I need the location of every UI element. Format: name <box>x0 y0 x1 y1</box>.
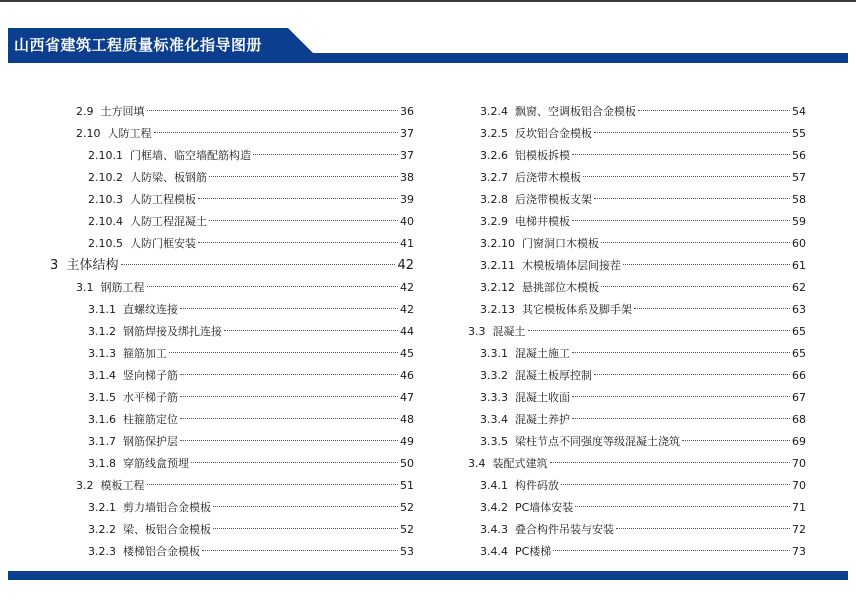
toc-leader-dots <box>575 506 790 507</box>
toc-entry[interactable] <box>460 365 806 387</box>
toc-entry-number: 3.2.6 <box>480 149 515 162</box>
toc-entry[interactable] <box>460 343 806 365</box>
toc-entry-number: 3.3.2 <box>480 369 515 382</box>
top-rule <box>0 0 856 2</box>
toc-entry-title: 后浇带木模板 <box>514 171 581 184</box>
toc-leader-dots <box>180 308 398 309</box>
toc-entry-title: 反坎铝合金模板 <box>514 127 592 140</box>
toc-entry[interactable] <box>40 541 414 563</box>
toc-entry[interactable] <box>460 189 806 211</box>
toc-entry-number: 3.3.1 <box>480 347 515 360</box>
toc-entry-page: 47 <box>400 391 414 404</box>
toc-entry-title: 钢筋焊接及绑扎连接 <box>122 325 222 338</box>
toc-entry-number: 3 <box>50 258 67 273</box>
toc-leader-dots <box>572 418 790 419</box>
toc-leader-dots <box>623 264 790 265</box>
toc-leader-dots <box>572 220 790 221</box>
toc-entry-page: 59 <box>792 215 806 228</box>
toc-entry-page: 55 <box>792 127 806 140</box>
toc-entry-title: 悬挑部位木模板 <box>521 281 599 294</box>
toc-entry-number: 3.2 <box>76 479 101 492</box>
toc-leader-dots <box>202 550 398 551</box>
toc-leader-dots <box>169 352 398 353</box>
toc-entry-page: 49 <box>400 435 414 448</box>
toc-leader-dots <box>147 110 399 111</box>
toc-entry-number: 2.9 <box>76 105 101 118</box>
toc-entry-page: 50 <box>400 457 414 470</box>
toc-entry[interactable] <box>40 475 414 497</box>
toc-entry-page: 42 <box>400 281 414 294</box>
toc-entry-number: 3.3.3 <box>480 391 515 404</box>
toc-entry-page: 70 <box>792 457 806 470</box>
toc-entry-page: 67 <box>792 391 806 404</box>
toc-leader-dots <box>209 220 398 221</box>
toc-entry-number: 3.1.4 <box>88 369 123 382</box>
toc-entry[interactable] <box>40 233 414 255</box>
toc-entry-page: 68 <box>792 413 806 426</box>
toc-leader-dots <box>634 308 790 309</box>
toc-entry[interactable] <box>40 365 414 387</box>
toc-entry-page: 52 <box>400 523 414 536</box>
toc-entry-title: 构件码放 <box>514 479 559 492</box>
toc-leader-dots <box>209 176 398 177</box>
toc-entry-page: 51 <box>400 479 414 492</box>
toc-entry-number: 2.10.4 <box>88 215 130 228</box>
toc-entry[interactable] <box>40 431 414 453</box>
toc-entry[interactable] <box>40 343 414 365</box>
toc-entry-title: 铝模板拆模 <box>514 149 570 162</box>
toc-leader-dots <box>572 154 790 155</box>
toc-entry-title: 穿筋线盒预埋 <box>122 457 189 470</box>
toc-entry-number: 3.1 <box>76 281 101 294</box>
toc-entry-number: 2.10.5 <box>88 237 130 250</box>
toc-leader-dots <box>224 330 398 331</box>
toc-entry[interactable] <box>460 409 806 431</box>
toc-leader-dots <box>583 176 790 177</box>
toc-entry-title: 混凝土板厚控制 <box>514 369 592 382</box>
toc-entry-title: 其它模板体系及脚手架 <box>521 303 632 316</box>
toc-entry-title: 门窗洞口木模板 <box>521 237 599 250</box>
toc-entry-page: 48 <box>400 413 414 426</box>
toc-entry-page: 73 <box>792 545 806 558</box>
toc-entry-page: 42 <box>397 258 414 273</box>
toc-entry-number: 3.4.1 <box>480 479 515 492</box>
toc-entry-page: 65 <box>792 325 806 338</box>
toc-entry-number: 3.2.3 <box>88 545 123 558</box>
toc-entry-number: 3.1.7 <box>88 435 123 448</box>
toc-entry-page: 44 <box>400 325 414 338</box>
toc-entry-page: 60 <box>792 237 806 250</box>
toc-entry-page: 46 <box>400 369 414 382</box>
toc-entry-number: 3.2.2 <box>88 523 123 536</box>
toc-entry-number: 3.1.8 <box>88 457 123 470</box>
toc-leader-dots <box>553 550 790 551</box>
toc-entry-page: 69 <box>792 435 806 448</box>
toc-entry[interactable] <box>460 123 806 145</box>
toc-entry[interactable] <box>40 123 414 145</box>
toc-leader-dots <box>638 110 790 111</box>
toc-entry-title: 直螺纹连接 <box>122 303 178 316</box>
toc-leader-dots <box>180 418 398 419</box>
toc-entry-page: 70 <box>792 479 806 492</box>
toc-leader-dots <box>594 198 790 199</box>
toc-entry[interactable] <box>40 211 414 233</box>
toc-leader-dots <box>154 132 399 133</box>
toc-entry[interactable] <box>460 277 806 299</box>
toc-entry-page: 62 <box>792 281 806 294</box>
toc-entry[interactable] <box>40 453 414 475</box>
toc-entry-title: 竖向梯子筋 <box>122 369 178 382</box>
toc-entry[interactable] <box>460 255 806 277</box>
toc-leader-dots <box>191 462 398 463</box>
toc-leader-dots <box>198 198 398 199</box>
toc-leader-dots <box>601 242 790 243</box>
toc-leader-dots <box>572 352 790 353</box>
toc-entry-number: 3.2.7 <box>480 171 515 184</box>
toc-leader-dots <box>180 374 398 375</box>
toc-entry-number: 2.10.3 <box>88 193 130 206</box>
toc-entry-number: 3.1.2 <box>88 325 123 338</box>
toc-entry-page: 58 <box>792 193 806 206</box>
toc-entry-number: 3.1.1 <box>88 303 123 316</box>
toc-entry-number: 3.2.13 <box>480 303 522 316</box>
toc-entry-page: 40 <box>400 215 414 228</box>
toc-entry[interactable] <box>460 167 806 189</box>
toc-leader-dots <box>198 242 398 243</box>
toc-leader-dots <box>682 440 790 441</box>
toc-entry-page: 65 <box>792 347 806 360</box>
toc-entry[interactable] <box>40 145 414 167</box>
toc-entry[interactable] <box>40 299 414 321</box>
toc-entry[interactable] <box>460 431 806 453</box>
toc-entry-title: 模板工程 <box>100 479 145 492</box>
toc-column-right <box>460 101 806 563</box>
toc-entry[interactable] <box>460 541 806 563</box>
toc-entry-number: 3.2.12 <box>480 281 522 294</box>
toc-entry-title: 水平梯子筋 <box>122 391 178 404</box>
toc-entry[interactable] <box>40 255 414 277</box>
toc-entry[interactable] <box>460 453 806 475</box>
toc-leader-dots <box>180 440 398 441</box>
toc-entry-number: 3.2.9 <box>480 215 515 228</box>
toc-entry-page: 63 <box>792 303 806 316</box>
toc-entry[interactable] <box>460 497 806 519</box>
toc-entry-number: 3.2.4 <box>480 105 515 118</box>
toc-entry-title: 剪力墙铝合金模板 <box>122 501 211 514</box>
toc-entry-title: 箍筋加工 <box>122 347 167 360</box>
toc-entry[interactable] <box>460 101 806 123</box>
toc-leader-dots <box>180 396 398 397</box>
toc-entry-title: PC墙体安装 <box>514 501 574 514</box>
toc-entry-page: 42 <box>400 303 414 316</box>
toc-entry-title: 后浇带模板支架 <box>514 193 592 206</box>
toc-entry[interactable] <box>460 321 806 343</box>
toc-entry[interactable] <box>40 101 414 123</box>
toc-leader-dots <box>213 506 398 507</box>
toc-entry-page: 71 <box>792 501 806 514</box>
toc-entry-page: 57 <box>792 171 806 184</box>
toc-entry-number: 3.4.3 <box>480 523 515 536</box>
toc-entry-title: 主体结构 <box>66 258 119 273</box>
toc-entry-title: 叠合构件吊装与安装 <box>514 523 614 536</box>
toc-entry-title: 门框墙、临空墙配筋构造 <box>129 149 251 162</box>
toc-leader-dots <box>572 396 790 397</box>
toc-entry-title: 钢筋保护层 <box>122 435 178 448</box>
toc-entry[interactable] <box>40 409 414 431</box>
toc-entry-number: 3.1.3 <box>88 347 123 360</box>
toc-leader-dots <box>121 264 396 265</box>
toc-entry-title: 梁、板铝合金模板 <box>122 523 211 536</box>
toc-entry-title: 木模板墙体层间接茬 <box>521 259 621 272</box>
toc-entry[interactable] <box>40 321 414 343</box>
toc-entry-title: 人防工程 <box>107 127 152 140</box>
toc-entry-number: 2.10.2 <box>88 171 130 184</box>
toc-column-left <box>40 101 414 563</box>
toc-entry-page: 45 <box>400 347 414 360</box>
toc-entry-page: 39 <box>400 193 414 206</box>
toc-entry[interactable] <box>460 233 806 255</box>
toc-entry-number: 3.4.2 <box>480 501 515 514</box>
toc-entry-title: 柱箍筋定位 <box>122 413 178 426</box>
toc-entry-number: 3.2.5 <box>480 127 515 140</box>
toc-entry-title: 飘窗、空调板铝合金模板 <box>514 105 636 118</box>
toc-entry-page: 66 <box>792 369 806 382</box>
toc-entry-number: 3.2.1 <box>88 501 123 514</box>
toc-entry-title: 人防工程模板 <box>129 193 196 206</box>
toc-entry-title: PC楼梯 <box>514 545 552 558</box>
toc-entry-page: 54 <box>792 105 806 118</box>
toc-entry-number: 3.1.5 <box>88 391 123 404</box>
toc-entry-page: 61 <box>792 259 806 272</box>
toc-entry-title: 梁柱节点不同强度等级混凝土浇筑 <box>514 435 680 448</box>
toc-entry[interactable] <box>460 475 806 497</box>
toc-entry-page: 52 <box>400 501 414 514</box>
toc-entry-number: 3.2.11 <box>480 259 522 272</box>
toc-entry-page: 41 <box>400 237 414 250</box>
footer-bar <box>8 571 848 580</box>
toc-entry[interactable] <box>40 189 414 211</box>
toc-leader-dots <box>594 374 790 375</box>
toc-entry[interactable] <box>460 387 806 409</box>
toc-entry[interactable] <box>40 277 414 299</box>
toc-entry-title: 楼梯铝合金模板 <box>122 545 200 558</box>
toc-leader-dots <box>550 462 791 463</box>
toc-leader-dots <box>253 154 398 155</box>
toc-entry-page: 53 <box>400 545 414 558</box>
toc-entry-page: 36 <box>400 105 414 118</box>
toc-entry-number: 3.1.6 <box>88 413 123 426</box>
toc-entry-title: 混凝土收面 <box>514 391 570 404</box>
toc-entry-title: 混凝土施工 <box>514 347 570 360</box>
toc-entry-page: 37 <box>400 127 414 140</box>
toc-entry-page: 37 <box>400 149 414 162</box>
page-title: 山西省建筑工程质量标准化指导图册 <box>14 36 263 54</box>
toc-entry-title: 人防工程混凝土 <box>129 215 207 228</box>
toc-entry[interactable] <box>40 519 414 541</box>
toc-entry[interactable] <box>40 497 414 519</box>
toc-leader-dots <box>594 132 790 133</box>
toc-entry-number: 3.3.4 <box>480 413 515 426</box>
toc-entry-title: 装配式建筑 <box>492 457 548 470</box>
toc-entry-number: 3.4 <box>468 457 493 470</box>
toc-entry[interactable] <box>40 387 414 409</box>
toc-entry-title: 土方回填 <box>100 105 145 118</box>
toc-entry-number: 3.4.4 <box>480 545 515 558</box>
toc-entry-title: 混凝土养护 <box>514 413 570 426</box>
toc-leader-dots <box>213 528 398 529</box>
toc-leader-dots <box>147 286 399 287</box>
toc-entry-title: 人防门框安装 <box>129 237 196 250</box>
toc-entry[interactable] <box>460 299 806 321</box>
toc-entry-page: 72 <box>792 523 806 536</box>
toc-leader-dots <box>528 330 791 331</box>
toc-entry-page: 56 <box>792 149 806 162</box>
toc-entry-title: 钢筋工程 <box>100 281 145 294</box>
toc-entry[interactable] <box>40 167 414 189</box>
toc-entry-title: 混凝土 <box>492 325 526 338</box>
toc-entry-number: 3.2.8 <box>480 193 515 206</box>
toc-entry-number: 3.3.5 <box>480 435 515 448</box>
toc-entry-title: 电梯井模板 <box>514 215 570 228</box>
toc-entry[interactable] <box>460 519 806 541</box>
toc-leader-dots <box>147 484 399 485</box>
toc-entry-title: 人防梁、板钢筋 <box>129 171 207 184</box>
toc-entry-number: 2.10 <box>76 127 108 140</box>
toc-entry-page: 38 <box>400 171 414 184</box>
toc-leader-dots <box>561 484 790 485</box>
toc-entry-number: 3.2.10 <box>480 237 522 250</box>
toc-entry-number: 3.3 <box>468 325 493 338</box>
toc-entry[interactable] <box>460 211 806 233</box>
toc-leader-dots <box>616 528 790 529</box>
toc-entry[interactable] <box>460 145 806 167</box>
toc-entry-number: 2.10.1 <box>88 149 130 162</box>
toc-leader-dots <box>601 286 790 287</box>
